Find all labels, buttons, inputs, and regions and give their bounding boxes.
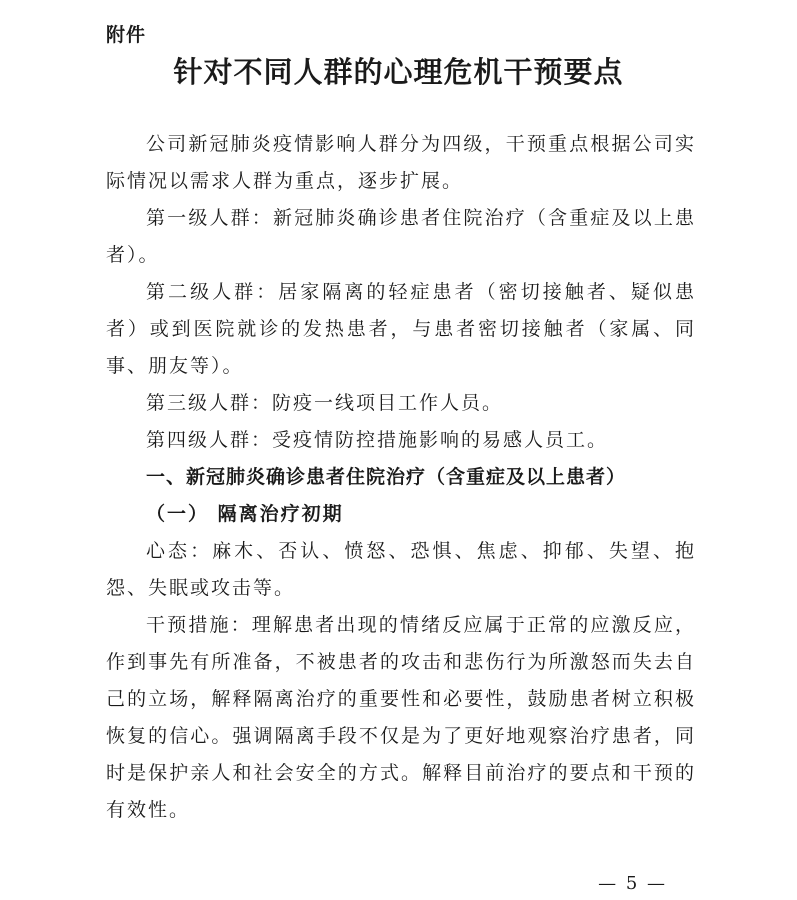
- paragraph-level-2: 第二级人群：居家隔离的轻症患者（密切接触者、疑似患者）或到医院就诊的发热患者，与患者密切接触者（家属、同事、朋友等）。: [106, 281, 696, 377]
- subsection-heading: （一） 隔离治疗初期: [146, 503, 344, 525]
- paragraph-intro: 公司新冠肺炎疫情影响人群分为四级，干预重点根据公司实际情况以需求人群为重点，逐步扩展。: [106, 133, 696, 192]
- section-heading: 一、新冠肺炎确诊患者住院治疗（含重症及以上患者）: [146, 466, 627, 488]
- paragraph-level-3: 第三级人群：防疫一线项目工作人员。: [146, 392, 504, 414]
- document-title: 针对不同人群的心理危机干预要点: [173, 55, 624, 89]
- paragraph-mental-state: 心态：麻木、否认、愤怒、恐惧、焦虑、抑郁、失望、抱怨、失眠或攻击等。: [106, 540, 696, 599]
- paragraph-level-1: 第一级人群：新冠肺炎确诊患者住院治疗（含重症及以上患者）。: [106, 207, 696, 266]
- paragraph-level-4: 第四级人群：受疫情防控措施影响的易感人员工。: [146, 429, 609, 451]
- document-body: [106, 126, 696, 829]
- annex-label: 附件: [106, 24, 147, 46]
- page-number: — 5 —: [598, 873, 667, 894]
- paragraph-intervention: 干预措施：理解患者出现的情绪反应属于正常的应激反应，作到事先有所准备，不被患者的攻击和悲伤行为所激怒而失去自己的立场，解释隔离治疗的重要性和必要性，鼓励患者树立积极恢复的信心。强调隔离手段不仅是为了更好地观察治疗患者，同时是保护亲人和社会安全的方式。解释目前治疗的要点和干预的有效性。: [106, 614, 696, 821]
